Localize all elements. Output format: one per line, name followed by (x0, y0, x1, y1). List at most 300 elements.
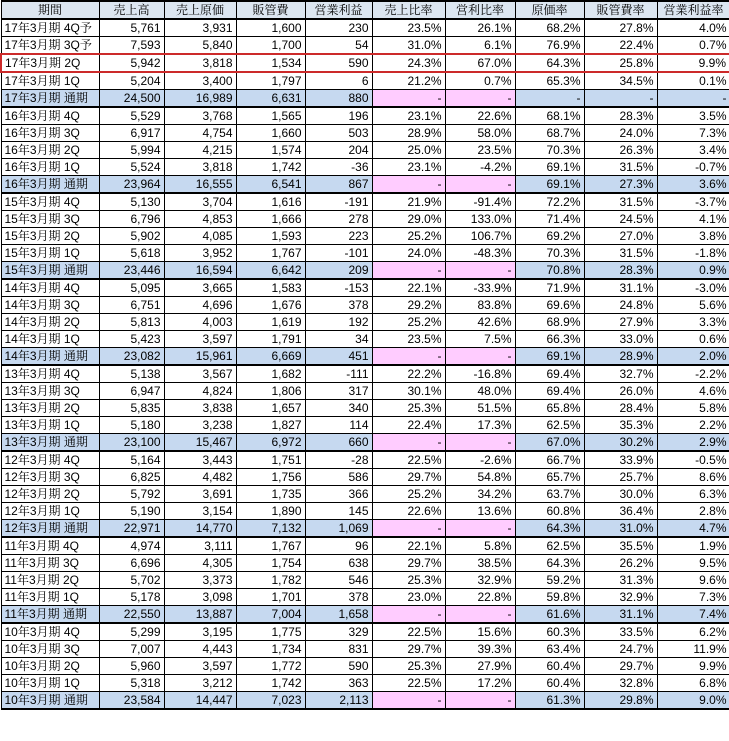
cell-cost-rate[interactable]: 66.3% (515, 331, 584, 348)
cell-sga-rate[interactable]: 24.0% (584, 125, 657, 142)
cell-operating-profit[interactable]: 204 (305, 142, 372, 159)
cell-sga-rate[interactable]: 33.5% (584, 623, 657, 641)
cell-sales[interactable]: 6,825 (99, 469, 164, 486)
cell-operating-profit[interactable]: -36 (305, 159, 372, 176)
cell-cost-rate[interactable]: 65.8% (515, 400, 584, 417)
cell-sales[interactable]: 5,178 (99, 589, 164, 606)
cell-sales[interactable]: 23,964 (99, 176, 164, 194)
cell-cost-rate[interactable]: 69.1% (515, 159, 584, 176)
cell-cost-of-sales[interactable]: 15,467 (164, 434, 236, 452)
cell-operating-profit[interactable]: 638 (305, 555, 372, 572)
column-header-operating-profit[interactable]: 営業利益 (305, 1, 372, 19)
cell-operating-profit[interactable]: 317 (305, 383, 372, 400)
cell-sga-rate[interactable]: 22.4% (584, 37, 657, 55)
cell-sga[interactable]: 1,565 (236, 107, 305, 125)
cell-op-ratio[interactable]: 39.3% (445, 641, 515, 658)
cell-sales-ratio[interactable]: 22.2% (372, 365, 445, 383)
cell-sga[interactable]: 1,616 (236, 193, 305, 211)
cell-op-margin[interactable]: 4.7% (657, 520, 729, 538)
cell-period[interactable]: 11年3月期 2Q (1, 572, 99, 589)
cell-op-ratio[interactable]: -91.4% (445, 193, 515, 211)
cell-sga[interactable]: 1,754 (236, 555, 305, 572)
cell-sga[interactable]: 1,619 (236, 314, 305, 331)
cell-period[interactable]: 14年3月期 通期 (1, 348, 99, 366)
cell-cost-of-sales[interactable]: 14,770 (164, 520, 236, 538)
cell-operating-profit[interactable]: 196 (305, 107, 372, 125)
cell-sales[interactable]: 5,164 (99, 451, 164, 469)
cell-period[interactable]: 17年3月期 通期 (1, 90, 99, 108)
cell-cost-rate[interactable]: 64.3% (515, 520, 584, 538)
cell-op-ratio[interactable]: 17.2% (445, 675, 515, 692)
cell-op-margin[interactable]: 3.4% (657, 142, 729, 159)
cell-sales-ratio[interactable]: 25.0% (372, 142, 445, 159)
cell-cost-of-sales[interactable]: 13,887 (164, 606, 236, 624)
cell-sga[interactable]: 1,827 (236, 417, 305, 434)
cell-sga[interactable]: 1,583 (236, 279, 305, 297)
cell-op-margin[interactable]: -2.2% (657, 365, 729, 383)
cell-sales[interactable]: 6,751 (99, 297, 164, 314)
cell-sga-rate[interactable]: 33.9% (584, 451, 657, 469)
cell-sga-rate[interactable]: 31.0% (584, 520, 657, 538)
column-header-op-ratio[interactable]: 営利比率 (445, 1, 515, 19)
cell-sga[interactable]: 1,797 (236, 72, 305, 90)
cell-sga[interactable]: 1,782 (236, 572, 305, 589)
cell-operating-profit[interactable]: 1,658 (305, 606, 372, 624)
cell-sga-rate[interactable]: 32.7% (584, 365, 657, 383)
cell-sales[interactable]: 5,204 (99, 72, 164, 90)
cell-sga-rate[interactable]: 26.3% (584, 142, 657, 159)
cell-sga-rate[interactable]: - (584, 90, 657, 108)
cell-cost-rate[interactable]: 68.1% (515, 107, 584, 125)
cell-sga-rate[interactable]: 31.5% (584, 245, 657, 262)
cell-sales-ratio[interactable]: 21.9% (372, 193, 445, 211)
cell-sales-ratio[interactable]: 22.5% (372, 675, 445, 692)
cell-cost-rate[interactable]: 60.4% (515, 675, 584, 692)
cell-cost-rate[interactable]: 59.2% (515, 572, 584, 589)
cell-sales[interactable]: 4,974 (99, 537, 164, 555)
cell-sales-ratio[interactable]: 22.4% (372, 417, 445, 434)
cell-op-margin[interactable]: 9.6% (657, 572, 729, 589)
cell-cost-rate[interactable]: 72.2% (515, 193, 584, 211)
cell-cost-rate[interactable]: 70.3% (515, 245, 584, 262)
cell-cost-rate[interactable]: 60.8% (515, 503, 584, 520)
cell-sga[interactable]: 1,574 (236, 142, 305, 159)
cell-cost-of-sales[interactable]: 3,567 (164, 365, 236, 383)
cell-cost-of-sales[interactable]: 3,443 (164, 451, 236, 469)
cell-op-ratio[interactable]: 42.6% (445, 314, 515, 331)
cell-sales-ratio[interactable]: 21.2% (372, 72, 445, 90)
cell-cost-rate[interactable]: 59.8% (515, 589, 584, 606)
cell-sales-ratio[interactable]: 25.3% (372, 658, 445, 675)
cell-op-ratio[interactable]: - (445, 692, 515, 710)
cell-op-ratio[interactable]: 83.8% (445, 297, 515, 314)
cell-period[interactable]: 11年3月期 3Q (1, 555, 99, 572)
cell-cost-rate[interactable]: 65.7% (515, 469, 584, 486)
cell-cost-rate[interactable]: 76.9% (515, 37, 584, 55)
cell-sga[interactable]: 1,657 (236, 400, 305, 417)
cell-cost-rate[interactable]: 69.2% (515, 228, 584, 245)
cell-sga[interactable]: 1,600 (236, 19, 305, 37)
cell-period[interactable]: 15年3月期 4Q (1, 193, 99, 211)
cell-sga[interactable]: 1,767 (236, 537, 305, 555)
cell-sga[interactable]: 7,132 (236, 520, 305, 538)
cell-cost-of-sales[interactable]: 3,931 (164, 19, 236, 37)
cell-period[interactable]: 11年3月期 1Q (1, 589, 99, 606)
cell-sales-ratio[interactable]: 25.2% (372, 228, 445, 245)
cell-op-margin[interactable]: 0.9% (657, 262, 729, 280)
cell-cost-rate[interactable]: 61.6% (515, 606, 584, 624)
cell-op-margin[interactable]: 2.0% (657, 348, 729, 366)
cell-operating-profit[interactable]: 209 (305, 262, 372, 280)
column-header-sga[interactable]: 販管費 (236, 1, 305, 19)
cell-sga[interactable]: 1,534 (236, 54, 305, 72)
cell-sga[interactable]: 1,890 (236, 503, 305, 520)
cell-sga-rate[interactable]: 31.1% (584, 606, 657, 624)
cell-op-margin[interactable]: 9.5% (657, 555, 729, 572)
cell-period[interactable]: 13年3月期 4Q (1, 365, 99, 383)
cell-sales[interactable]: 7,593 (99, 37, 164, 55)
cell-period[interactable]: 16年3月期 4Q (1, 107, 99, 125)
column-header-op-margin[interactable]: 営業利益率 (657, 1, 729, 19)
cell-cost-of-sales[interactable]: 3,212 (164, 675, 236, 692)
cell-sales-ratio[interactable]: 25.3% (372, 400, 445, 417)
column-header-period[interactable]: 期間 (1, 1, 99, 19)
column-header-cost-of-sales[interactable]: 売上原価 (164, 1, 236, 19)
cell-period[interactable]: 11年3月期 4Q (1, 537, 99, 555)
cell-sga-rate[interactable]: 28.9% (584, 348, 657, 366)
cell-operating-profit[interactable]: 278 (305, 211, 372, 228)
cell-period[interactable]: 17年3月期 4Q予 (1, 19, 99, 37)
cell-sales-ratio[interactable]: 23.0% (372, 589, 445, 606)
cell-cost-rate[interactable]: 68.2% (515, 19, 584, 37)
cell-cost-of-sales[interactable]: 4,085 (164, 228, 236, 245)
cell-op-margin[interactable]: 11.9% (657, 641, 729, 658)
cell-sga[interactable]: 1,660 (236, 125, 305, 142)
cell-sales[interactable]: 23,100 (99, 434, 164, 452)
cell-period[interactable]: 14年3月期 2Q (1, 314, 99, 331)
cell-cost-of-sales[interactable]: 4,754 (164, 125, 236, 142)
cell-cost-rate[interactable]: 66.7% (515, 451, 584, 469)
cell-period[interactable]: 12年3月期 通期 (1, 520, 99, 538)
cell-cost-of-sales[interactable]: 14,447 (164, 692, 236, 710)
cell-sales[interactable]: 7,007 (99, 641, 164, 658)
cell-period[interactable]: 14年3月期 4Q (1, 279, 99, 297)
cell-sales[interactable]: 5,994 (99, 142, 164, 159)
cell-op-margin[interactable]: 7.4% (657, 606, 729, 624)
cell-sales[interactable]: 23,446 (99, 262, 164, 280)
cell-period[interactable]: 12年3月期 1Q (1, 503, 99, 520)
cell-cost-rate[interactable]: 69.1% (515, 348, 584, 366)
cell-op-ratio[interactable]: 58.0% (445, 125, 515, 142)
cell-sga-rate[interactable]: 32.9% (584, 589, 657, 606)
cell-op-margin[interactable]: 9.0% (657, 692, 729, 710)
cell-op-margin[interactable]: 2.2% (657, 417, 729, 434)
cell-period[interactable]: 10年3月期 4Q (1, 623, 99, 641)
cell-op-ratio[interactable]: -16.8% (445, 365, 515, 383)
cell-sales[interactable]: 5,524 (99, 159, 164, 176)
cell-cost-of-sales[interactable]: 3,597 (164, 331, 236, 348)
cell-period[interactable]: 10年3月期 通期 (1, 692, 99, 710)
cell-sga[interactable]: 1,791 (236, 331, 305, 348)
cell-operating-profit[interactable]: 192 (305, 314, 372, 331)
cell-sales-ratio[interactable]: 23.1% (372, 159, 445, 176)
cell-sga[interactable]: 6,541 (236, 176, 305, 194)
cell-sales[interactable]: 5,761 (99, 19, 164, 37)
cell-cost-of-sales[interactable]: 3,154 (164, 503, 236, 520)
cell-op-ratio[interactable]: 23.5% (445, 142, 515, 159)
cell-cost-rate[interactable]: 69.6% (515, 297, 584, 314)
cell-sga-rate[interactable]: 29.8% (584, 692, 657, 710)
cell-op-ratio[interactable]: 133.0% (445, 211, 515, 228)
cell-sales-ratio[interactable]: - (372, 434, 445, 452)
cell-cost-of-sales[interactable]: 3,665 (164, 279, 236, 297)
cell-sga-rate[interactable]: 31.5% (584, 159, 657, 176)
cell-operating-profit[interactable]: 363 (305, 675, 372, 692)
cell-op-margin[interactable]: -3.0% (657, 279, 729, 297)
cell-sales[interactable]: 5,792 (99, 486, 164, 503)
cell-sga[interactable]: 6,642 (236, 262, 305, 280)
cell-cost-rate[interactable]: 63.4% (515, 641, 584, 658)
cell-sales-ratio[interactable]: 23.1% (372, 107, 445, 125)
cell-op-margin[interactable]: 5.6% (657, 297, 729, 314)
cell-cost-rate[interactable]: 68.9% (515, 314, 584, 331)
cell-sga[interactable]: 1,701 (236, 589, 305, 606)
cell-op-ratio[interactable]: -4.2% (445, 159, 515, 176)
cell-sga[interactable]: 6,631 (236, 90, 305, 108)
cell-op-ratio[interactable]: - (445, 90, 515, 108)
cell-sga[interactable]: 6,972 (236, 434, 305, 452)
cell-op-ratio[interactable]: 67.0% (445, 54, 515, 72)
cell-sales-ratio[interactable]: 25.3% (372, 572, 445, 589)
cell-op-ratio[interactable]: 15.6% (445, 623, 515, 641)
cell-cost-of-sales[interactable]: 4,853 (164, 211, 236, 228)
cell-operating-profit[interactable]: 223 (305, 228, 372, 245)
cell-sales[interactable]: 5,942 (99, 54, 164, 72)
cell-sales[interactable]: 5,180 (99, 417, 164, 434)
cell-cost-rate[interactable]: 65.3% (515, 72, 584, 90)
cell-period[interactable]: 12年3月期 2Q (1, 486, 99, 503)
cell-period[interactable]: 13年3月期 通期 (1, 434, 99, 452)
cell-sales[interactable]: 6,796 (99, 211, 164, 228)
cell-op-margin[interactable]: 3.6% (657, 176, 729, 194)
cell-cost-rate[interactable]: 71.4% (515, 211, 584, 228)
cell-sga-rate[interactable]: 27.0% (584, 228, 657, 245)
cell-sales-ratio[interactable]: 25.2% (372, 486, 445, 503)
cell-cost-rate[interactable]: 61.3% (515, 692, 584, 710)
cell-period[interactable]: 14年3月期 3Q (1, 297, 99, 314)
cell-period[interactable]: 16年3月期 1Q (1, 159, 99, 176)
cell-sga-rate[interactable]: 31.1% (584, 279, 657, 297)
cell-cost-rate[interactable]: 60.4% (515, 658, 584, 675)
column-header-sales[interactable]: 売上高 (99, 1, 164, 19)
cell-operating-profit[interactable]: 6 (305, 72, 372, 90)
cell-sales[interactable]: 5,299 (99, 623, 164, 641)
cell-sga[interactable]: 1,700 (236, 37, 305, 55)
cell-sales[interactable]: 5,190 (99, 503, 164, 520)
cell-sales[interactable]: 22,550 (99, 606, 164, 624)
cell-sga-rate[interactable]: 24.8% (584, 297, 657, 314)
cell-cost-rate[interactable]: 62.5% (515, 537, 584, 555)
cell-sales[interactable]: 5,138 (99, 365, 164, 383)
cell-operating-profit[interactable]: 880 (305, 90, 372, 108)
cell-op-ratio[interactable]: 5.8% (445, 537, 515, 555)
cell-op-margin[interactable]: 3.5% (657, 107, 729, 125)
cell-operating-profit[interactable]: 451 (305, 348, 372, 366)
cell-cost-of-sales[interactable]: 3,838 (164, 400, 236, 417)
cell-cost-rate[interactable]: 68.7% (515, 125, 584, 142)
cell-sales[interactable]: 22,971 (99, 520, 164, 538)
cell-period[interactable]: 10年3月期 2Q (1, 658, 99, 675)
cell-sales[interactable]: 5,529 (99, 107, 164, 125)
cell-op-ratio[interactable]: -48.3% (445, 245, 515, 262)
cell-sga-rate[interactable]: 29.7% (584, 658, 657, 675)
cell-cost-of-sales[interactable]: 3,952 (164, 245, 236, 262)
cell-sales[interactable]: 5,095 (99, 279, 164, 297)
cell-op-margin[interactable]: 5.8% (657, 400, 729, 417)
cell-sales[interactable]: 5,702 (99, 572, 164, 589)
cell-sales-ratio[interactable]: 22.1% (372, 279, 445, 297)
cell-operating-profit[interactable]: 96 (305, 537, 372, 555)
cell-operating-profit[interactable]: -191 (305, 193, 372, 211)
cell-op-margin[interactable]: 1.9% (657, 537, 729, 555)
cell-sga[interactable]: 1,676 (236, 297, 305, 314)
cell-cost-rate[interactable]: 64.3% (515, 555, 584, 572)
cell-op-margin[interactable]: 7.3% (657, 589, 729, 606)
cell-sales-ratio[interactable]: - (372, 692, 445, 710)
cell-cost-of-sales[interactable]: 3,768 (164, 107, 236, 125)
cell-sga[interactable]: 1,775 (236, 623, 305, 641)
cell-sales-ratio[interactable]: 29.7% (372, 469, 445, 486)
cell-sales[interactable]: 23,584 (99, 692, 164, 710)
cell-op-ratio[interactable]: 22.8% (445, 589, 515, 606)
cell-cost-of-sales[interactable]: 4,305 (164, 555, 236, 572)
cell-period[interactable]: 12年3月期 3Q (1, 469, 99, 486)
cell-sga[interactable]: 1,806 (236, 383, 305, 400)
cell-op-margin[interactable]: -0.5% (657, 451, 729, 469)
cell-sga-rate[interactable]: 35.5% (584, 537, 657, 555)
cell-cost-of-sales[interactable]: 4,824 (164, 383, 236, 400)
cell-operating-profit[interactable]: 329 (305, 623, 372, 641)
cell-sales-ratio[interactable]: 29.7% (372, 641, 445, 658)
cell-sga[interactable]: 1,742 (236, 159, 305, 176)
cell-operating-profit[interactable]: 590 (305, 54, 372, 72)
cell-sales-ratio[interactable]: 30.1% (372, 383, 445, 400)
cell-sga-rate[interactable]: 24.5% (584, 211, 657, 228)
cell-operating-profit[interactable]: 230 (305, 19, 372, 37)
cell-operating-profit[interactable]: 586 (305, 469, 372, 486)
cell-sales-ratio[interactable]: 22.1% (372, 537, 445, 555)
cell-operating-profit[interactable]: 660 (305, 434, 372, 452)
cell-sales[interactable]: 5,423 (99, 331, 164, 348)
cell-operating-profit[interactable]: 145 (305, 503, 372, 520)
cell-op-ratio[interactable]: -2.6% (445, 451, 515, 469)
cell-period[interactable]: 17年3月期 2Q (1, 54, 99, 72)
cell-sales[interactable]: 5,960 (99, 658, 164, 675)
cell-cost-rate[interactable]: 60.3% (515, 623, 584, 641)
cell-op-ratio[interactable]: - (445, 434, 515, 452)
cell-cost-of-sales[interactable]: 4,696 (164, 297, 236, 314)
cell-cost-of-sales[interactable]: 3,111 (164, 537, 236, 555)
cell-operating-profit[interactable]: -28 (305, 451, 372, 469)
cell-sales-ratio[interactable]: 22.5% (372, 451, 445, 469)
cell-cost-rate[interactable]: 70.8% (515, 262, 584, 280)
cell-period[interactable]: 17年3月期 1Q (1, 72, 99, 90)
cell-cost-of-sales[interactable]: 3,704 (164, 193, 236, 211)
cell-operating-profit[interactable]: 546 (305, 572, 372, 589)
cell-operating-profit[interactable]: 54 (305, 37, 372, 55)
cell-sales-ratio[interactable]: 29.7% (372, 555, 445, 572)
column-header-sales-ratio[interactable]: 売上比率 (372, 1, 445, 19)
cell-sales-ratio[interactable]: 31.0% (372, 37, 445, 55)
cell-op-margin[interactable]: 7.3% (657, 125, 729, 142)
cell-cost-of-sales[interactable]: 4,443 (164, 641, 236, 658)
column-header-sga-rate[interactable]: 販管費率 (584, 1, 657, 19)
cell-operating-profit[interactable]: 114 (305, 417, 372, 434)
cell-operating-profit[interactable]: 378 (305, 589, 372, 606)
cell-sga-rate[interactable]: 34.5% (584, 72, 657, 90)
cell-sga[interactable]: 1,767 (236, 245, 305, 262)
cell-sga[interactable]: 1,742 (236, 675, 305, 692)
cell-operating-profit[interactable]: -153 (305, 279, 372, 297)
cell-cost-rate[interactable]: 69.4% (515, 383, 584, 400)
cell-op-ratio[interactable]: 38.5% (445, 555, 515, 572)
cell-sga-rate[interactable]: 27.8% (584, 19, 657, 37)
cell-sales[interactable]: 6,696 (99, 555, 164, 572)
cell-cost-rate[interactable]: 71.9% (515, 279, 584, 297)
cell-sales-ratio[interactable]: - (372, 176, 445, 194)
cell-sales[interactable]: 5,130 (99, 193, 164, 211)
cell-cost-rate[interactable]: 70.3% (515, 142, 584, 159)
cell-cost-rate[interactable]: 69.1% (515, 176, 584, 194)
cell-operating-profit[interactable]: 1,069 (305, 520, 372, 538)
cell-sga-rate[interactable]: 26.2% (584, 555, 657, 572)
cell-op-margin[interactable]: 0.1% (657, 72, 729, 90)
cell-operating-profit[interactable]: 2,113 (305, 692, 372, 710)
cell-cost-of-sales[interactable]: 15,961 (164, 348, 236, 366)
cell-sga[interactable]: 1,666 (236, 211, 305, 228)
cell-sales[interactable]: 24,500 (99, 90, 164, 108)
cell-sga[interactable]: 6,669 (236, 348, 305, 366)
cell-cost-rate[interactable]: 69.4% (515, 365, 584, 383)
cell-period[interactable]: 12年3月期 4Q (1, 451, 99, 469)
cell-sga-rate[interactable]: 24.7% (584, 641, 657, 658)
cell-period[interactable]: 15年3月期 3Q (1, 211, 99, 228)
cell-sales-ratio[interactable]: - (372, 348, 445, 366)
cell-sga-rate[interactable]: 28.3% (584, 262, 657, 280)
cell-sga-rate[interactable]: 31.5% (584, 193, 657, 211)
cell-sales-ratio[interactable]: 23.5% (372, 19, 445, 37)
cell-sales-ratio[interactable]: 29.0% (372, 211, 445, 228)
cell-sga-rate[interactable]: 30.2% (584, 434, 657, 452)
cell-sga-rate[interactable]: 25.7% (584, 469, 657, 486)
cell-op-margin[interactable]: 2.9% (657, 434, 729, 452)
cell-sales[interactable]: 6,917 (99, 125, 164, 142)
cell-op-margin[interactable]: -1.8% (657, 245, 729, 262)
cell-op-ratio[interactable]: 17.3% (445, 417, 515, 434)
cell-period[interactable]: 13年3月期 1Q (1, 417, 99, 434)
column-header-cost-rate[interactable]: 原価率 (515, 1, 584, 19)
cell-period[interactable]: 15年3月期 1Q (1, 245, 99, 262)
cell-sga-rate[interactable]: 27.9% (584, 314, 657, 331)
cell-sales[interactable]: 5,902 (99, 228, 164, 245)
cell-op-ratio[interactable]: 54.8% (445, 469, 515, 486)
cell-op-ratio[interactable]: -33.9% (445, 279, 515, 297)
cell-sales-ratio[interactable]: 24.0% (372, 245, 445, 262)
cell-cost-of-sales[interactable]: 3,400 (164, 72, 236, 90)
cell-cost-rate[interactable]: 64.3% (515, 54, 584, 72)
cell-op-ratio[interactable]: 48.0% (445, 383, 515, 400)
cell-sales[interactable]: 5,318 (99, 675, 164, 692)
